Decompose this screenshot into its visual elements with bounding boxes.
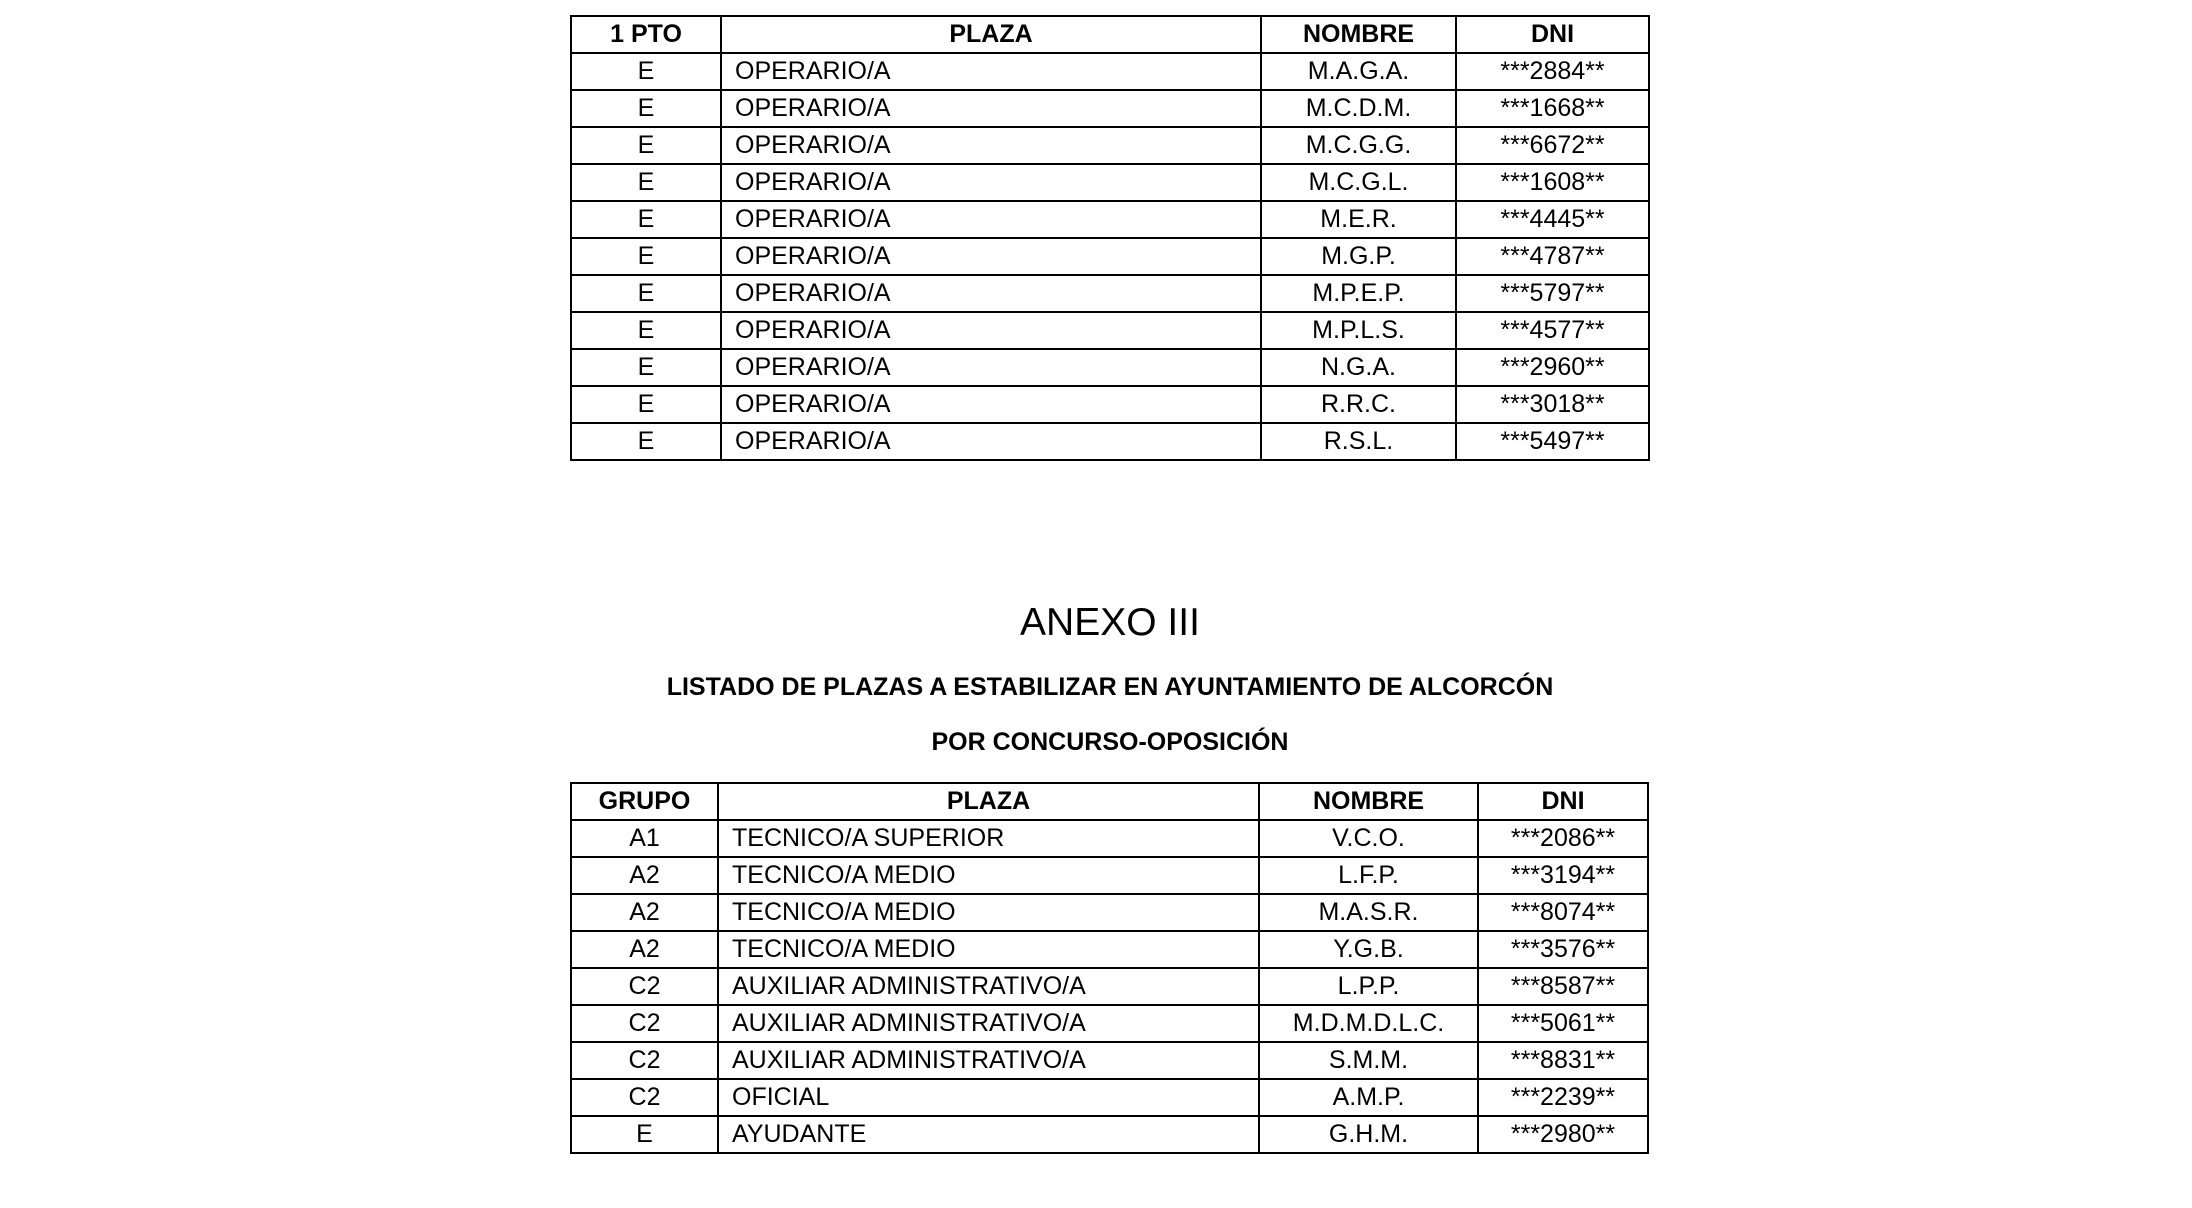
nombre-cell: M.C.D.M.: [1261, 90, 1456, 127]
pto-cell: E: [571, 90, 721, 127]
nombre-cell: G.H.M.: [1259, 1116, 1478, 1153]
header-cell: 1 PTO: [571, 16, 721, 53]
nombre-cell: M.D.M.D.L.C.: [1259, 1005, 1478, 1042]
nombre-cell: N.G.A.: [1261, 349, 1456, 386]
dni-cell: ***5061**: [1478, 1005, 1648, 1042]
table-row: [571, 201, 1649, 238]
plaza-cell: OPERARIO/A: [721, 53, 1261, 90]
dni-cell: ***4577**: [1456, 312, 1649, 349]
nombre-cell: V.C.O.: [1259, 820, 1478, 857]
table-row: [571, 423, 1649, 460]
dni-cell: ***2884**: [1456, 53, 1649, 90]
dni-cell: ***1668**: [1456, 90, 1649, 127]
dni-cell: ***6672**: [1456, 127, 1649, 164]
grupo-cell: C2: [571, 1042, 718, 1079]
pto-cell: E: [571, 349, 721, 386]
grupo-cell: A2: [571, 931, 718, 968]
plaza-cell: AUXILIAR ADMINISTRATIVO/A: [718, 1005, 1259, 1042]
pto-cell: E: [571, 238, 721, 275]
table-row: [571, 820, 1648, 857]
plaza-cell: TECNICO/A SUPERIOR: [718, 820, 1259, 857]
annex-title: ANEXO III: [1020, 601, 1200, 644]
plaza-cell: OPERARIO/A: [721, 275, 1261, 312]
dni-cell: ***5497**: [1456, 423, 1649, 460]
plaza-cell: OPERARIO/A: [721, 312, 1261, 349]
nombre-cell: M.P.L.S.: [1261, 312, 1456, 349]
dni-cell: ***3576**: [1478, 931, 1648, 968]
pto-cell: E: [571, 423, 721, 460]
pto-cell: E: [571, 53, 721, 90]
table-header-row: [571, 16, 1649, 53]
grupo-cell: C2: [571, 1005, 718, 1042]
dni-cell: ***8831**: [1478, 1042, 1648, 1079]
table-row: [571, 894, 1648, 931]
dni-cell: ***3018**: [1456, 386, 1649, 423]
plaza-cell: OPERARIO/A: [721, 90, 1261, 127]
dni-cell: ***2086**: [1478, 820, 1648, 857]
table-row: [571, 386, 1649, 423]
pto-cell: E: [571, 275, 721, 312]
plaza-cell: AYUDANTE: [718, 1116, 1259, 1153]
nombre-cell: R.S.L.: [1261, 423, 1456, 460]
header-cell: PLAZA: [718, 783, 1259, 820]
nombre-cell: M.C.G.G.: [1261, 127, 1456, 164]
grupo-cell: A2: [571, 894, 718, 931]
nombre-cell: M.G.P.: [1261, 238, 1456, 275]
plaza-cell: OPERARIO/A: [721, 386, 1261, 423]
table-row: [571, 275, 1649, 312]
header-cell: NOMBRE: [1259, 783, 1478, 820]
table-row: [571, 90, 1649, 127]
plaza-cell: OPERARIO/A: [721, 423, 1261, 460]
table-row: [571, 857, 1648, 894]
listing-subtitle: LISTADO DE PLAZAS A ESTABILIZAR EN AYUNTAMIENTO DE ALCORCÓN: [666, 673, 1554, 701]
table-row: [571, 1005, 1648, 1042]
table-row: [571, 1042, 1648, 1079]
pto-cell: E: [571, 127, 721, 164]
plaza-cell: OPERARIO/A: [721, 127, 1261, 164]
dni-cell: ***5797**: [1456, 275, 1649, 312]
grupo-cell: A2: [571, 857, 718, 894]
nombre-cell: M.P.E.P.: [1261, 275, 1456, 312]
dni-cell: ***2239**: [1478, 1079, 1648, 1116]
procedure-subtitle: POR CONCURSO-OPOSICIÓN: [931, 728, 1289, 756]
dni-cell: ***2960**: [1456, 349, 1649, 386]
nombre-cell: R.R.C.: [1261, 386, 1456, 423]
plaza-cell: OPERARIO/A: [721, 164, 1261, 201]
grupo-cell: A1: [571, 820, 718, 857]
nombre-cell: M.A.S.R.: [1259, 894, 1478, 931]
table-row: [571, 127, 1649, 164]
operario-table: [570, 15, 1650, 461]
table-row: [571, 238, 1649, 275]
header-cell: DNI: [1478, 783, 1648, 820]
table-header-row: [571, 783, 1648, 820]
table-row: [571, 349, 1649, 386]
dni-cell: ***8587**: [1478, 968, 1648, 1005]
nombre-cell: M.A.G.A.: [1261, 53, 1456, 90]
nombre-cell: L.P.P.: [1259, 968, 1478, 1005]
header-cell: NOMBRE: [1261, 16, 1456, 53]
pto-cell: E: [571, 164, 721, 201]
plaza-cell: TECNICO/A MEDIO: [718, 894, 1259, 931]
plaza-cell: OPERARIO/A: [721, 201, 1261, 238]
dni-cell: ***3194**: [1478, 857, 1648, 894]
plaza-cell: OPERARIO/A: [721, 238, 1261, 275]
table-row: [571, 1116, 1648, 1153]
dni-cell: ***4787**: [1456, 238, 1649, 275]
pto-cell: E: [571, 312, 721, 349]
pto-cell: E: [571, 386, 721, 423]
pto-cell: E: [571, 201, 721, 238]
plaza-cell: AUXILIAR ADMINISTRATIVO/A: [718, 968, 1259, 1005]
dni-cell: ***2980**: [1478, 1116, 1648, 1153]
header-cell: DNI: [1456, 16, 1649, 53]
plaza-cell: OPERARIO/A: [721, 349, 1261, 386]
plaza-cell: AUXILIAR ADMINISTRATIVO/A: [718, 1042, 1259, 1079]
plazas-table: [570, 782, 1649, 1154]
table-row: [571, 968, 1648, 1005]
nombre-cell: M.C.G.L.: [1261, 164, 1456, 201]
table-row: [571, 53, 1649, 90]
plaza-cell: OFICIAL: [718, 1079, 1259, 1116]
table-row: [571, 312, 1649, 349]
dni-cell: ***8074**: [1478, 894, 1648, 931]
grupo-cell: E: [571, 1116, 718, 1153]
dni-cell: ***4445**: [1456, 201, 1649, 238]
grupo-cell: C2: [571, 968, 718, 1005]
header-cell: GRUPO: [571, 783, 718, 820]
header-cell: PLAZA: [721, 16, 1261, 53]
grupo-cell: C2: [571, 1079, 718, 1116]
plaza-cell: TECNICO/A MEDIO: [718, 931, 1259, 968]
nombre-cell: Y.G.B.: [1259, 931, 1478, 968]
table-row: [571, 164, 1649, 201]
table-row: [571, 931, 1648, 968]
dni-cell: ***1608**: [1456, 164, 1649, 201]
table-row: [571, 1079, 1648, 1116]
nombre-cell: S.M.M.: [1259, 1042, 1478, 1079]
nombre-cell: M.E.R.: [1261, 201, 1456, 238]
nombre-cell: L.F.P.: [1259, 857, 1478, 894]
nombre-cell: A.M.P.: [1259, 1079, 1478, 1116]
plaza-cell: TECNICO/A MEDIO: [718, 857, 1259, 894]
